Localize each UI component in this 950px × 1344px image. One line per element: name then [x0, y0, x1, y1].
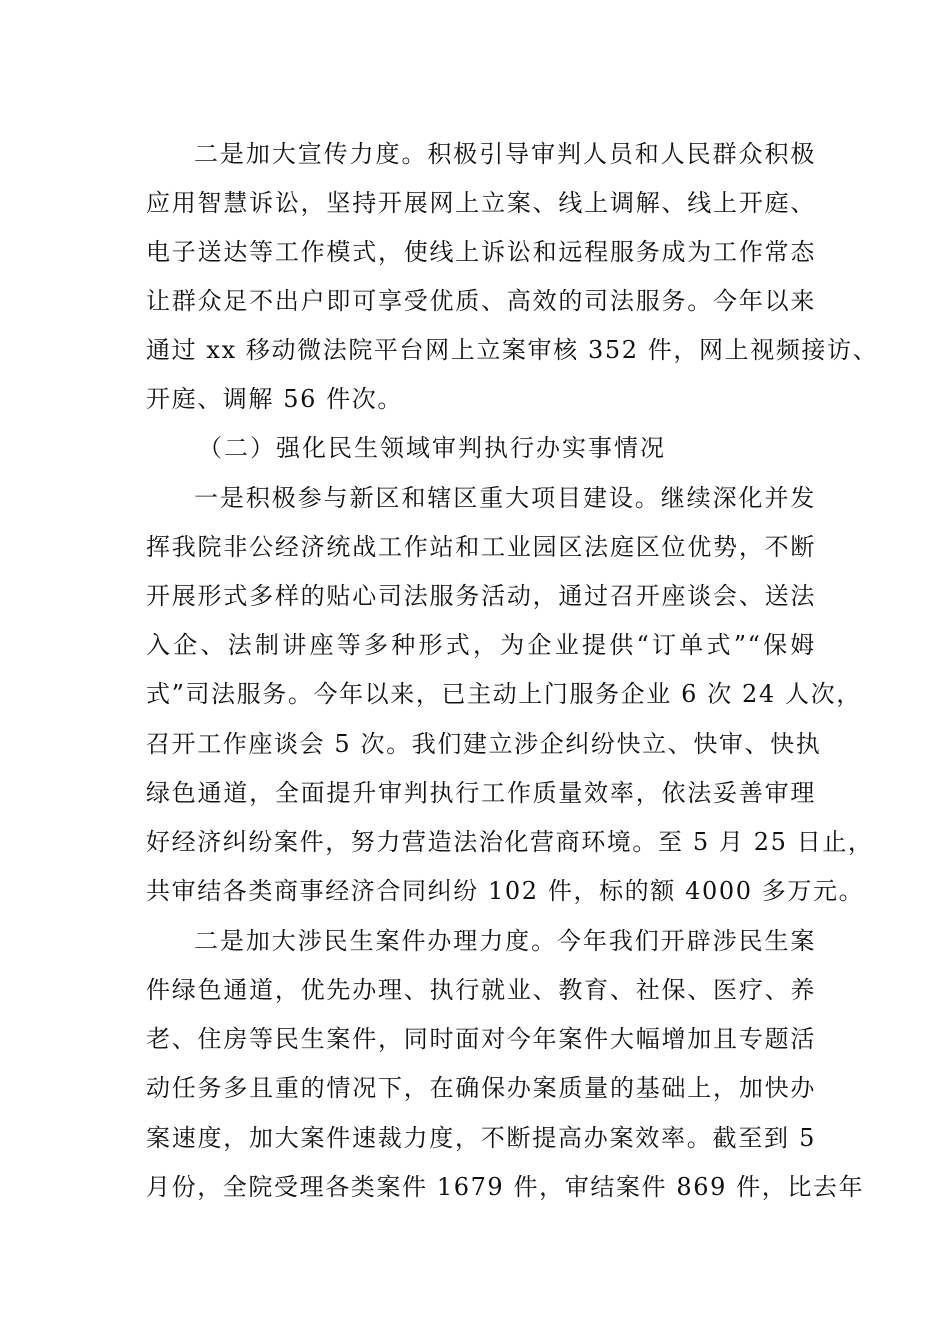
- paragraph-line: 案速度，加大案件速裁力度，不断提高办案效率。截至到 5: [146, 1124, 816, 1152]
- paragraph-line: 开庭、调解 56 件次。: [146, 385, 403, 413]
- paragraph-line: 绿色通道，全面提升审判执行工作质量效率，依法妥善审理: [146, 779, 816, 807]
- paragraph-line: 动任务多且重的情况下，在确保办案质量的基础上，加快办: [146, 1074, 816, 1102]
- paragraph-line: 件绿色通道，优先办理、执行就业、教育、社保、医疗、养: [146, 976, 816, 1004]
- paragraph-line: 入企、法制讲座等多种形式，为企业提供“订单式”“保姆: [146, 631, 816, 659]
- paragraph-line: 老、住房等民生案件，同时面对今年案件大幅增加且专题活: [146, 1025, 816, 1053]
- paragraph-line: 应用智慧诉讼，坚持开展网上立案、线上调解、线上开庭、: [146, 189, 816, 217]
- paragraph-line: 通过 xx 移动微法院平台网上立案审核 352 件，网上视频接访、: [146, 336, 879, 364]
- paragraph-line: 二是加大涉民生案件办理力度。今年我们开辟涉民生案: [194, 927, 816, 955]
- paragraph-line: 二是加大宣传力度。积极引导审判人员和人民群众积极: [194, 140, 816, 168]
- paragraph-line: 让群众足不出户即可享受优质、高效的司法服务。今年以来: [146, 287, 816, 315]
- paragraph-line: 好经济纠纷案件，努力营造法治化营商环境。至 5 月 25 日止，: [146, 828, 874, 856]
- paragraph-line: 月份，全院受理各类案件 1679 件，审结案件 869 件，比去年: [146, 1173, 865, 1201]
- paragraph-line: 挥我院非公经济统战工作站和工业园区法庭区位优势，不断: [146, 533, 816, 561]
- paragraph-line: 式”司法服务。今年以来，已主动上门服务企业 6 次 24 人次，: [146, 680, 862, 708]
- paragraph-line: 召开工作座谈会 5 次。我们建立涉企纠纷快立、快审、快执: [146, 730, 822, 758]
- paragraph-line: 电子送达等工作模式，使线上诉讼和远程服务成为工作常态: [146, 238, 816, 266]
- section-heading: （二）强化民生领域审判执行办实事情况: [198, 434, 666, 462]
- paragraph-line: 共审结各类商事经济合同纠纷 102 件，标的额 4000 多万元。: [146, 877, 865, 905]
- paragraph-line: 开展形式多样的贴心司法服务活动，通过召开座谈会、送法: [146, 582, 816, 610]
- paragraph-line: 一是积极参与新区和辖区重大项目建设。继续深化并发: [194, 484, 816, 512]
